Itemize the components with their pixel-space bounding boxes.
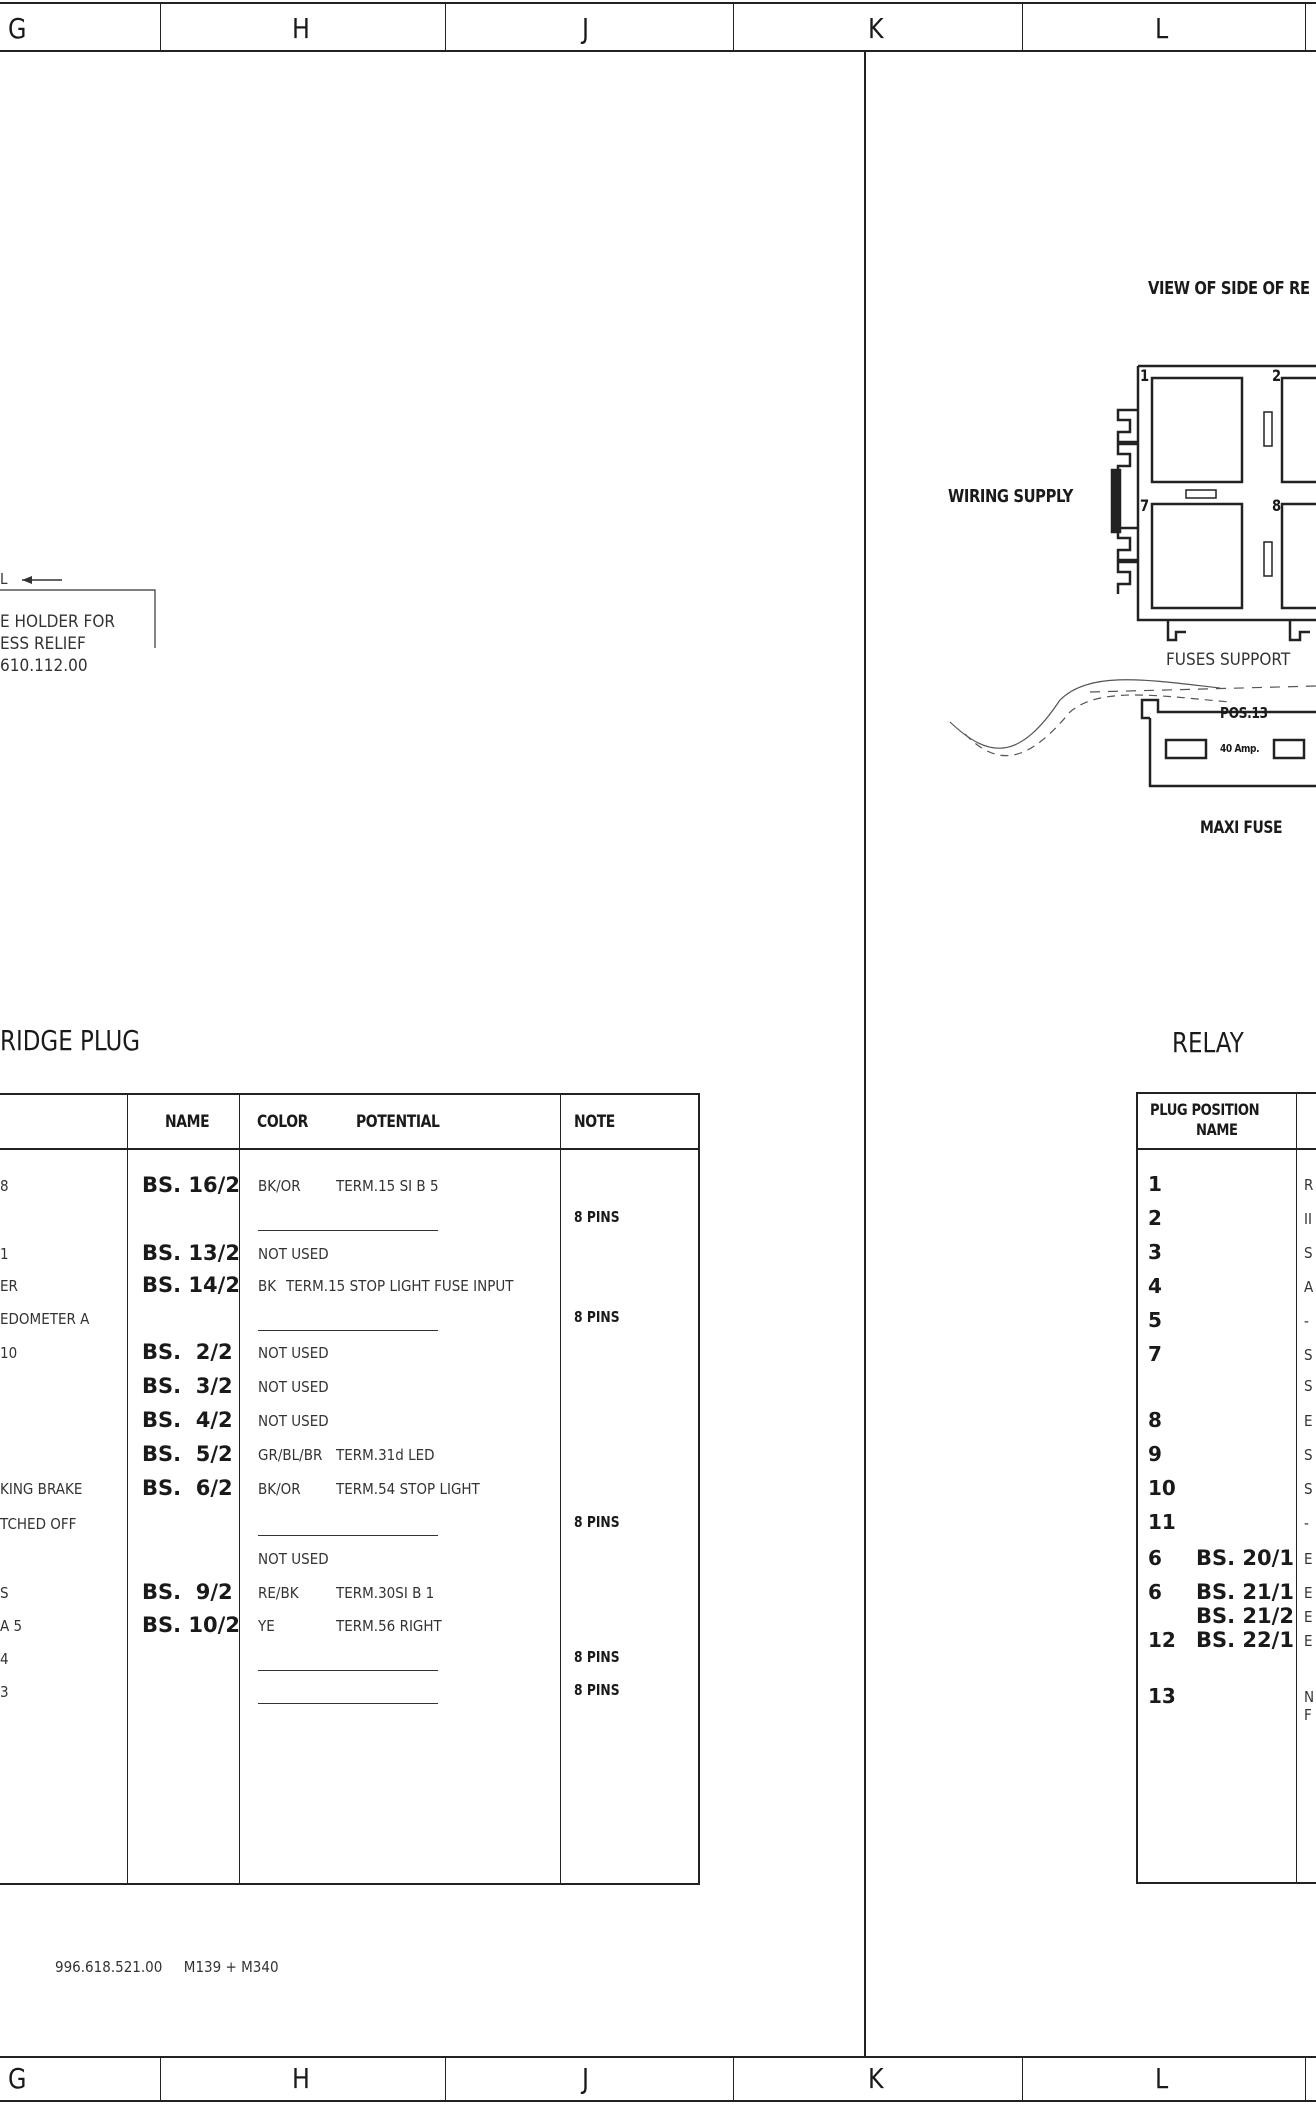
relay-position: 11 xyxy=(1148,1510,1176,1534)
relay-row-tail: N xyxy=(1304,1688,1315,1706)
relay-position: 13 xyxy=(1148,1684,1176,1708)
row-color: NOT USED xyxy=(258,1344,329,1362)
row-plug-name: BS. 6/2 xyxy=(142,1476,233,1500)
row-note: 8 PINS xyxy=(574,1513,620,1531)
relay-plug-name: BS. 21/1 xyxy=(1196,1580,1294,1604)
row-description: KING BRAKE xyxy=(0,1480,83,1498)
relay-position: 10 xyxy=(1148,1476,1176,1500)
wiring-supply-label: WIRING SUPPLY xyxy=(948,486,1073,507)
relay-plug-name: BS. 21/2 xyxy=(1196,1604,1294,1628)
grid-letter-top: G xyxy=(8,12,27,45)
row-plug-name: BS. 2/2 xyxy=(142,1340,233,1364)
row-plug-name: BS. 9/2 xyxy=(142,1580,233,1604)
col-header-potential: POTENTIAL xyxy=(356,1112,440,1132)
relay-row-tail: S xyxy=(1304,1346,1313,1364)
col-header-name: NAME xyxy=(165,1112,210,1132)
view-title: VIEW OF SIDE OF RE xyxy=(1148,278,1310,299)
row-description: 4 xyxy=(0,1650,9,1668)
relay-row-tail: S xyxy=(1304,1480,1313,1498)
grid-letter-top: J xyxy=(582,12,590,45)
relay-row-tail: E xyxy=(1304,1412,1313,1430)
row-color: NOT USED xyxy=(258,1378,329,1396)
row-color: BK xyxy=(258,1277,277,1295)
grid-letter-bottom: G xyxy=(8,2062,27,2095)
relay-position: 9 xyxy=(1148,1442,1162,1466)
row-description: 8 xyxy=(0,1177,9,1195)
row-potential: TERM.56 RIGHT xyxy=(336,1617,442,1635)
relay-row-tail: F xyxy=(1304,1706,1312,1724)
grid-letter-bottom: K xyxy=(868,2062,884,2095)
relay-pin-label: 1 xyxy=(1140,366,1149,385)
relay-position: 7 xyxy=(1148,1342,1162,1366)
row-potential: TERM.15 SI B 5 xyxy=(336,1177,439,1195)
pos-label: POS.13 xyxy=(1220,704,1268,722)
relay-position: 12 xyxy=(1148,1628,1176,1652)
relay-position: 2 xyxy=(1148,1206,1162,1230)
relay-row-tail: E xyxy=(1304,1608,1313,1626)
relay-row-tail: II xyxy=(1304,1210,1312,1228)
relay-plug-name: BS. 22/1 xyxy=(1196,1628,1294,1652)
row-color: RE/BK xyxy=(258,1584,299,1602)
callout-line: 610.112.00 xyxy=(0,656,88,676)
grid-letter-bottom: L xyxy=(1155,2062,1169,2095)
row-note: 8 PINS xyxy=(574,1648,620,1666)
col-header-color: COLOR xyxy=(257,1112,309,1132)
row-description: 10 xyxy=(0,1344,18,1362)
row-description: ER xyxy=(0,1277,18,1295)
row-color: NOT USED xyxy=(258,1550,329,1568)
relay-col-divider xyxy=(1296,1092,1297,1884)
relay-position: 8 xyxy=(1148,1408,1162,1432)
row-plug-name: BS. 5/2 xyxy=(142,1442,233,1466)
grid-letter-top: K xyxy=(868,12,884,45)
callout-line: E HOLDER FOR xyxy=(0,612,116,632)
row-note: 8 PINS xyxy=(574,1208,620,1226)
relay-pin-label: 7 xyxy=(1140,496,1149,515)
relay-header-name: NAME xyxy=(1196,1120,1238,1139)
relay-position: 3 xyxy=(1148,1240,1162,1264)
relay-row-tail: E xyxy=(1304,1632,1313,1650)
relay-row-tail: - xyxy=(1304,1514,1309,1532)
relay-row-tail: S xyxy=(1304,1377,1313,1395)
row-description: EDOMETER A xyxy=(0,1310,90,1328)
relay-row-tail: E xyxy=(1304,1550,1313,1568)
row-description: TCHED OFF xyxy=(0,1515,77,1533)
relay-row-tail: E xyxy=(1304,1584,1313,1602)
row-note: 8 PINS xyxy=(574,1681,620,1699)
row-description: 3 xyxy=(0,1683,9,1701)
relay-row-tail: - xyxy=(1304,1312,1309,1330)
relay-title: RELAY xyxy=(1172,1026,1244,1059)
relay-position: 6 xyxy=(1148,1546,1162,1570)
fuse-amp-label: 40 Amp. xyxy=(1220,742,1260,755)
relay-pin-label: 2 xyxy=(1272,366,1281,385)
row-note: 8 PINS xyxy=(574,1308,620,1326)
col-header-note: NOTE xyxy=(574,1112,615,1132)
fuses-support-label: FUSES SUPPORT xyxy=(1166,650,1291,670)
grid-letter-top: L xyxy=(1155,12,1169,45)
row-plug-name: BS. 13/2 xyxy=(142,1241,240,1265)
relay-position: 1 xyxy=(1148,1172,1162,1196)
relay-plug-name: BS. 20/1 xyxy=(1196,1546,1294,1570)
bridge-plug-title: RIDGE PLUG xyxy=(0,1024,141,1057)
relay-position: 5 xyxy=(1148,1308,1162,1332)
row-potential: TERM.31d LED xyxy=(336,1446,435,1464)
row-plug-name: BS. 14/2 xyxy=(142,1273,240,1297)
row-color: YE xyxy=(258,1617,275,1635)
grid-letter-bottom: H xyxy=(292,2062,310,2095)
relay-position: 6 xyxy=(1148,1580,1162,1604)
row-plug-name: BS. 16/2 xyxy=(142,1173,240,1197)
row-description: A 5 xyxy=(0,1617,23,1635)
relay-position: 4 xyxy=(1148,1274,1162,1298)
row-color: GR/BL/BR xyxy=(258,1446,323,1464)
maxi-fuse-label: MAXI FUSE xyxy=(1200,818,1283,838)
drawing-number: 996.618.521.00 M139 + M340 xyxy=(55,1958,279,1976)
row-color: NOT USED xyxy=(258,1412,329,1430)
row-plug-name: BS. 10/2 xyxy=(142,1613,240,1637)
relay-header-divider xyxy=(1136,1148,1316,1150)
row-color: BK/OR xyxy=(258,1177,301,1195)
relay-row-tail: R xyxy=(1304,1176,1314,1194)
relay-row-tail: S xyxy=(1304,1446,1313,1464)
row-potential: TERM.54 STOP LIGHT xyxy=(336,1480,480,1498)
row-description: 1 xyxy=(0,1245,9,1263)
grid-letter-top: H xyxy=(292,12,310,45)
row-description: S xyxy=(0,1584,9,1602)
callout-line: ESS RELIEF xyxy=(0,634,86,654)
relay-pin-label: 8 xyxy=(1272,496,1281,515)
grid-letter-bottom: J xyxy=(582,2062,590,2095)
row-potential: TERM.15 STOP LIGHT FUSE INPUT xyxy=(286,1277,514,1295)
row-color: BK/OR xyxy=(258,1480,301,1498)
row-potential: TERM.30SI B 1 xyxy=(336,1584,435,1602)
relay-row-tail: S xyxy=(1304,1244,1313,1262)
row-plug-name: BS. 4/2 xyxy=(142,1408,233,1432)
callout-arrow-label: L xyxy=(0,570,8,588)
row-color: NOT USED xyxy=(258,1245,329,1263)
relay-row-tail: A xyxy=(1304,1278,1314,1296)
relay-header-position: PLUG POSITION xyxy=(1150,1100,1260,1119)
row-plug-name: BS. 3/2 xyxy=(142,1374,233,1398)
